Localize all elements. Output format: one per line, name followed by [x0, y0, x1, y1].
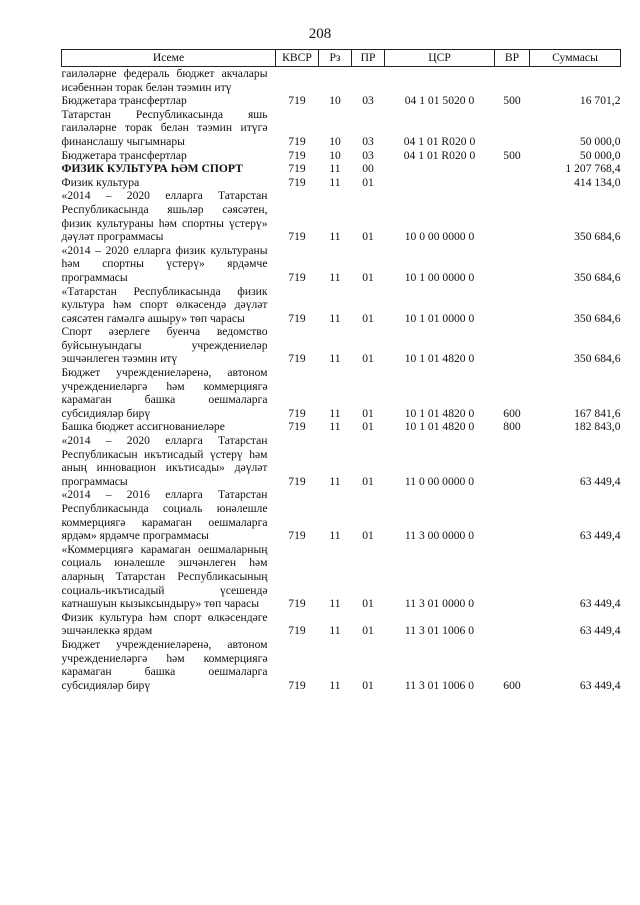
cell-pr: 01 — [362, 352, 374, 366]
cell-sum: 350 684,6 — [574, 230, 621, 244]
cell-kvsr: 719 — [288, 270, 306, 284]
table-row — [62, 434, 621, 488]
cell-rz: 10 — [329, 94, 341, 108]
column-header-pr: ПР — [352, 50, 385, 67]
cell-vr — [495, 285, 530, 326]
cell-pr: 01 — [362, 597, 374, 611]
cell-rz: 11 — [329, 597, 341, 611]
column-header-csr: ЦСР — [385, 50, 495, 67]
cell-sum: 63 449,4 — [579, 529, 621, 543]
cell-rz: 11 — [329, 406, 341, 420]
cell-sum: 1 207 768,4 — [565, 162, 621, 176]
cell-pr: 03 — [362, 134, 374, 148]
cell-rz: 11 — [329, 420, 341, 434]
cell-kvsr: 719 — [288, 597, 306, 611]
cell-csr — [385, 176, 495, 190]
cell-csr: 10 1 01 4820 0 — [404, 406, 475, 420]
cell-csr — [385, 162, 495, 176]
table-row — [62, 488, 621, 542]
cell-vr — [495, 189, 530, 243]
cell-kvsr: 719 — [288, 352, 306, 366]
cell-name: Физик культура һәм спорт өлкәсендәге эшчәнлеккә ярдәм — [61, 610, 268, 638]
cell-rz: 11 — [329, 230, 341, 244]
cell-kvsr: 719 — [288, 474, 306, 488]
cell-vr — [495, 611, 530, 638]
table-row — [62, 108, 621, 149]
cell-kvsr: 719 — [288, 148, 306, 162]
cell-name: Бюджетара трансфертлар — [61, 148, 187, 162]
cell-kvsr: 719 — [288, 230, 306, 244]
cell-sum: 350 684,6 — [574, 352, 621, 366]
cell-rz: 11 — [329, 529, 341, 543]
cell-sum: 50 000,0 — [579, 134, 621, 148]
cell-kvsr — [276, 67, 319, 95]
cell-rz: 11 — [329, 162, 341, 176]
cell-sum: 350 684,6 — [574, 270, 621, 284]
cell-kvsr: 719 — [288, 94, 306, 108]
cell-name: «Татарстан Республикасында физик культура һәм спорт өлкәсендә дәүләт сәясәтен гамәлгә ашыру» төп чарасы — [61, 284, 268, 325]
cell-pr: 01 — [362, 474, 374, 488]
cell-name: «Коммерциягә карамаган оешмаларның социаль юнәлешле эшчәнлеген һәм аларның Татарстан Республикасының социаль-икътисадый үсешендә катнашуын кызыксындыру» төп чарасы — [61, 542, 268, 611]
cell-sum: 182 843,0 — [574, 420, 621, 434]
cell-pr: 01 — [362, 270, 374, 284]
cell-pr: 01 — [362, 311, 374, 325]
cell-csr: 10 1 01 4820 0 — [404, 352, 475, 366]
cell-rz: 11 — [329, 311, 341, 325]
cell-csr: 11 3 00 0000 0 — [404, 529, 475, 543]
column-header-vr: ВР — [495, 50, 530, 67]
column-header-sum: Суммасы — [530, 50, 621, 67]
cell-pr: 01 — [362, 420, 374, 434]
cell-csr: 04 1 01 R020 0 — [403, 148, 476, 162]
cell-name: Физик культура — [61, 175, 140, 189]
cell-rz: 10 — [329, 148, 341, 162]
cell-sum: 50 000,0 — [579, 148, 621, 162]
table-row — [62, 420, 621, 434]
cell-sum: 350 684,6 — [574, 311, 621, 325]
cell-kvsr: 719 — [288, 406, 306, 420]
cell-vr — [495, 108, 530, 149]
cell-csr: 10 0 00 0000 0 — [404, 230, 475, 244]
cell-rz: 11 — [329, 270, 341, 284]
table-row — [62, 176, 621, 190]
table-row — [62, 543, 621, 611]
cell-rz: 11 — [329, 678, 341, 692]
cell-sum: 63 449,4 — [579, 624, 621, 638]
column-header-kvsr: КВСР — [276, 50, 319, 67]
cell-sum: 167 841,6 — [574, 406, 621, 420]
cell-name: «2014 – 2020 елларга физик культураны һәм спортны үстерү» ярдәмче программасы — [61, 243, 268, 284]
cell-sum: 414 134,0 — [574, 175, 621, 189]
cell-name: Спорт әзерлеге буенча ведомство буйсынуындагы учреждениеләр эшчәнлеген тәэмин итү — [61, 325, 268, 366]
cell-name: «2014 – 2020 елларга Татарстан Республикасында яшьләр сәясәтен, физик культураны һәм спортны үстерү» дәүләт программасы — [61, 189, 268, 244]
table-row — [62, 611, 621, 638]
column-header-rz: Рз — [319, 50, 352, 67]
cell-sum: 63 449,4 — [579, 597, 621, 611]
cell-csr: 10 1 01 4820 0 — [404, 420, 475, 434]
page-number: 208 — [308, 26, 332, 42]
cell-vr — [495, 488, 530, 542]
table-row — [62, 189, 621, 243]
cell-pr: 03 — [362, 94, 374, 108]
table-body — [62, 67, 621, 693]
cell-pr: 01 — [362, 624, 374, 638]
cell-sum: 63 449,4 — [579, 474, 621, 488]
cell-rz: 11 — [329, 474, 341, 488]
cell-csr: 11 0 00 0000 0 — [404, 474, 475, 488]
cell-pr: 01 — [362, 678, 374, 692]
cell-vr — [495, 244, 530, 285]
cell-vr: 600 — [503, 406, 521, 420]
cell-vr — [495, 543, 530, 611]
cell-kvsr: 719 — [288, 311, 306, 325]
cell-pr: 01 — [362, 175, 374, 189]
table-row — [62, 244, 621, 285]
table-row — [62, 67, 621, 95]
cell-rz: 11 — [329, 624, 341, 638]
cell-sum — [530, 67, 621, 95]
table-row — [62, 366, 621, 420]
cell-name: Башка бюджет ассигнованиеләре — [61, 420, 225, 434]
cell-rz: 10 — [329, 134, 341, 148]
table-row — [62, 94, 621, 108]
table-row — [62, 162, 621, 176]
cell-vr: 800 — [503, 420, 521, 434]
budget-table — [61, 49, 621, 692]
cell-vr: 600 — [503, 678, 521, 692]
cell-name: «2014 – 2020 елларга Татарстан Республикасын икътисадый үстерү һәм аның инновацион икътисады» дәүләт программасы — [61, 434, 268, 488]
cell-vr — [495, 325, 530, 366]
cell-kvsr: 719 — [288, 420, 306, 434]
cell-pr: 01 — [362, 529, 374, 543]
cell-csr: 11 3 01 0000 0 — [404, 597, 475, 611]
cell-csr — [385, 67, 495, 95]
cell-csr: 11 3 01 1006 0 — [404, 624, 475, 638]
table-row — [62, 325, 621, 366]
table-row — [62, 149, 621, 163]
cell-kvsr: 719 — [288, 529, 306, 543]
cell-name: Бюджетара трансфертлар — [61, 94, 187, 108]
cell-csr: 04 1 01 R020 0 — [403, 134, 476, 148]
cell-name: Бюджет учреждениеләренә, автоном учреждениеләргә һәм коммерциягә карамаган башка оешмаларга субсидияләр бирү — [61, 637, 268, 692]
column-header-name: Исеме — [62, 50, 276, 67]
cell-vr — [495, 434, 530, 488]
cell-pr: 01 — [362, 406, 374, 420]
cell-name: Бюджет учреждениеләренә, автоном учреждениеләргә һәм коммерциягә карамаган башка оешмаларга субсидияләр бирү — [61, 366, 268, 420]
cell-name: гаиләләрне федераль бюджет акчалары исәбеннән торак белән тәэмин итү — [61, 67, 268, 94]
cell-name: Татарстан Республикасында яшь гаиләләрне торак белән тәэмин итүгә финанслашу чыгымнары — [61, 107, 268, 148]
cell-pr: 03 — [362, 148, 374, 162]
cell-sum: 63 449,4 — [579, 678, 621, 692]
cell-vr — [495, 67, 530, 95]
cell-kvsr: 719 — [288, 624, 306, 638]
cell-vr: 500 — [503, 94, 521, 108]
cell-vr — [495, 176, 530, 190]
cell-kvsr: 719 — [288, 175, 306, 189]
table-row — [62, 285, 621, 326]
cell-csr: 04 1 01 5020 0 — [404, 94, 475, 108]
cell-csr: 11 3 01 1006 0 — [404, 678, 475, 692]
cell-vr — [495, 162, 530, 176]
cell-name: ФИЗИК КУЛЬТУРА ҺӘМ СПОРТ — [61, 162, 243, 176]
cell-kvsr: 719 — [288, 678, 306, 692]
cell-vr: 500 — [503, 148, 521, 162]
table-header-row — [62, 50, 621, 67]
cell-pr: 01 — [362, 230, 374, 244]
cell-rz: 11 — [329, 352, 341, 366]
cell-sum: 16 701,2 — [579, 94, 621, 108]
cell-csr: 10 1 00 0000 0 — [404, 270, 475, 284]
cell-csr: 10 1 01 0000 0 — [404, 311, 475, 325]
cell-rz — [319, 67, 352, 95]
table-row — [62, 638, 621, 692]
cell-rz: 11 — [329, 175, 341, 189]
cell-kvsr: 719 — [288, 162, 306, 176]
cell-pr: 00 — [362, 162, 374, 176]
cell-kvsr: 719 — [288, 134, 306, 148]
cell-name: «2014 – 2016 елларга Татарстан Республикасында социаль юнәлешле коммерциягә карамаган оешмаларга ярдәм» ярдәмче программасы — [61, 488, 268, 543]
cell-pr — [352, 67, 385, 95]
